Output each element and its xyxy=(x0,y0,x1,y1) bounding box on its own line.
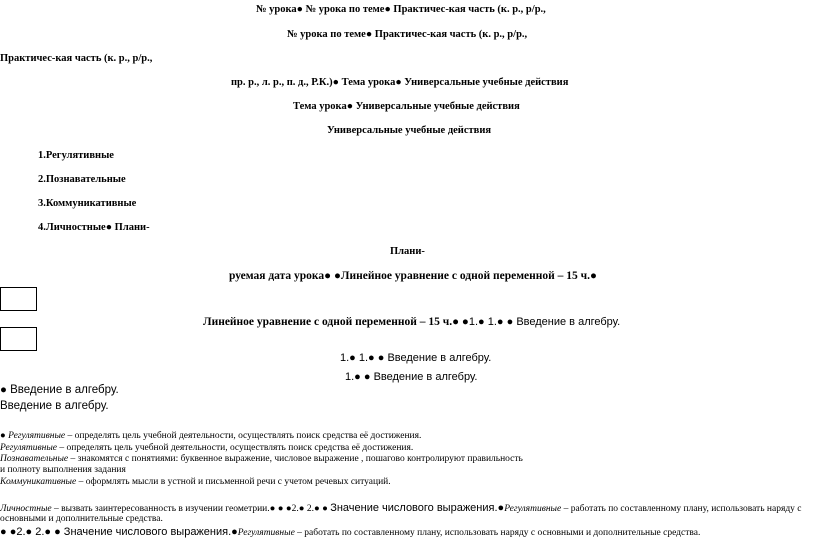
detail-regulative-1 xyxy=(0,432,421,442)
empty-cell-box-2 xyxy=(0,327,37,351)
detail-regulative-2 xyxy=(0,444,413,454)
plan-line-3 xyxy=(203,313,620,329)
plan-line-2 xyxy=(229,271,597,283)
last-prefix: ● ●2.● 2.● ● xyxy=(0,526,64,538)
plan-line-1: Плани- xyxy=(390,246,425,257)
communicative-text: – оформлять мысли в устной и письменной речи с учетом речевых ситуаций. xyxy=(76,477,391,487)
plan-line-5: 1.● ● Введение в алгебру. xyxy=(345,371,478,383)
label-regulative: Регулятивные xyxy=(8,431,66,441)
label-communicative: Коммуникативные xyxy=(0,477,77,487)
detail-communicative xyxy=(0,478,391,488)
header-line-6: Универсальные учебные действия xyxy=(327,125,492,136)
header-line-5: Тема урока● Универсальные учебные действия xyxy=(293,101,520,112)
label-regulative: Регулятивные xyxy=(237,528,295,538)
detail-last-line xyxy=(0,527,700,539)
plan-line-4: 1.● 1.● ● Введение в алгебру. xyxy=(340,352,492,364)
header-line-2: № урока по теме● Практичес-кая часть (к. р., р/р., xyxy=(287,29,528,40)
uud-item-cognitive: 2.Познавательные xyxy=(38,174,126,185)
plan-line-6: ● Введение в алгебру. xyxy=(0,384,119,396)
personal-text: – вызвать заинтересованность в изучении геометрии.● ● ●2.● 2.● ● xyxy=(51,504,331,514)
plan-line-3-title: Линейное уравнение с одной переменной – 15 ч.● ● xyxy=(203,316,469,328)
uud-item-communicative: 3.Коммуникативные xyxy=(38,198,137,209)
label-personal: Личностные xyxy=(0,504,52,514)
header-line-1: № урока● № урока по теме● Практичес-кая часть (к. р., р/р., xyxy=(256,4,546,15)
header-line-3: Практичес-кая часть (к. р., р/р., xyxy=(0,53,153,64)
plan-line-3-rest: 1.● 1.● ● Введение в алгебру. xyxy=(468,316,621,328)
detail-cognitive xyxy=(0,455,523,465)
label-regulative: Регулятивные xyxy=(504,504,562,514)
detail-personal-cont: основными и дополнительные средства. xyxy=(0,514,163,524)
last-text: – работать по составленному плану, использовать наряду с основными и дополнительные средства. xyxy=(294,528,701,538)
label-regulative: Регулятивные xyxy=(0,443,57,453)
plan-line-7: Введение в алгебру. xyxy=(0,400,109,412)
cognitive-text: – знакомятся с понятиями: буквенное выражение, числовое выражение , пошагово контролируют правильность xyxy=(68,454,523,464)
detail-cognitive-cont: и полноту выполнения задания xyxy=(0,465,126,475)
plan-line-2-text: руемая дата урока● ●Линейное уравнение с одной переменной – 15 ч.● xyxy=(229,270,597,282)
header-line-4: пр. р., л. р., п. д., Р.К.)● Тема урока● Универсальные учебные действия xyxy=(231,77,569,88)
empty-cell-box-1 xyxy=(0,287,37,311)
uud-item-regulative: 1.Регулятивные xyxy=(38,150,114,161)
label-cognitive: Познавательные xyxy=(0,454,69,464)
personal-value: Значение числового выражения.● xyxy=(330,502,505,514)
regulative-text: – определять цель учебной деятельности, осуществлять поиск средства её достижения. xyxy=(65,431,422,441)
uud-item-personal: 4.Личностные● Плани- xyxy=(38,222,150,233)
detail-personal xyxy=(0,503,802,515)
last-value: Значение числового выражения.● xyxy=(63,526,238,538)
bullet-dot: ● xyxy=(0,431,9,441)
regulative-text: – определять цель учебной деятельности, осуществлять поиск средства её достижения. xyxy=(57,443,414,453)
personal-regulative-text: – работать по составленному плану, использовать наряду с xyxy=(561,504,802,514)
